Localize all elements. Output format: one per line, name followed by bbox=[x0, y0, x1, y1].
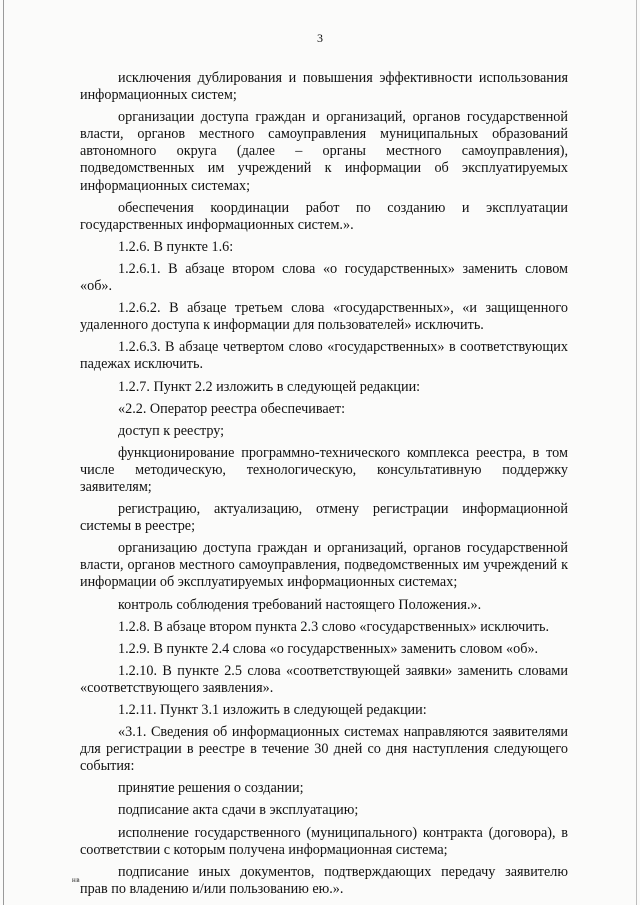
paragraph: «2.2. Оператор реестра обеспечивает: bbox=[118, 400, 346, 417]
paragraph: исключения дублирования и повышения эффективности использования информационных систем; bbox=[80, 70, 568, 104]
paragraph: доступ к реестру; bbox=[118, 422, 225, 439]
paragraph: 1.2.6.1. В абзаце втором слова «о государственных» заменить словом «об». bbox=[80, 260, 568, 295]
paragraph: обеспечения координации работ по созданию и эксплуатации государственных информационных систем.». bbox=[80, 199, 568, 233]
paragraph: организацию доступа граждан и организаций, органов государственной власти, органов местного самоуправления, подведомственных им учреждений к информации об эксплуатируемых информационных системах; bbox=[80, 540, 568, 591]
paragraph: 1.2.7. Пункт 2.2 изложить в следующей редакции: bbox=[118, 378, 421, 395]
paragraph: 1.2.6.2. В абзаце третьем слова «государственных», «и защищенного удаленного доступа к информации для пользователей» исключить. bbox=[80, 300, 568, 334]
page-number: 3 bbox=[317, 31, 323, 45]
footer-code: нв bbox=[72, 876, 81, 884]
paragraph: 1.2.8. В абзаце втором пункта 2.3 слово «государственных» исключить. bbox=[118, 618, 550, 635]
paragraph: принятие решения о создании; bbox=[118, 780, 304, 797]
paragraph: 1.2.6. В пункте 1.6: bbox=[118, 238, 234, 255]
paragraph: «3.1. Сведения об информационных системах направляются заявителями для регистрации в реестре в течение 30 дней со дня наступления следующего события: bbox=[80, 724, 568, 775]
paragraph: подписание иных документов, подтверждающих передачу заявителю прав по владению и/или пользованию ею.». bbox=[80, 863, 568, 897]
paragraph: 1.2.9. В пункте 2.4 слова «о государственных» заменить словом «об». bbox=[118, 640, 539, 657]
paragraph: 1.2.10. В пункте 2.5 слова «соответствующей заявки» заменить словами «соответствующего заявления». bbox=[80, 662, 568, 696]
paragraph: 1.2.11. Пункт 3.1 изложить в следующей редакции: bbox=[118, 702, 427, 718]
page-edge-right bbox=[636, 0, 637, 905]
paragraph: подписание акта сдачи в эксплуатацию; bbox=[118, 802, 359, 819]
paragraph: функционирование программно-технического комплекса реестра, в том числе методическую, технологическую, консультативную поддержку заявителям; bbox=[80, 444, 568, 495]
paragraph: организации доступа граждан и организаций, органов государственной власти, органов местного самоуправления муниципальных образований автономного округа (далее – органы местного самоуправления), подведомственных им учреждений к информации об эксплуатируемых информационных системах; bbox=[80, 109, 568, 194]
paragraph: 1.2.6.3. В абзаце четвертом слово «государственных» в соответствующих падежах исключить. bbox=[80, 339, 568, 373]
paragraph: контроль соблюдения требований настоящего Положения.». bbox=[118, 596, 482, 613]
page-edge-left bbox=[3, 0, 4, 905]
paragraph: исполнение государственного (муниципального) контракта (договора), в соответствии с которым получена информационная система; bbox=[80, 824, 568, 858]
document-body bbox=[80, 70, 568, 898]
paragraph: регистрацию, актуализацию, отмену регистрации информационной системы в реестре; bbox=[80, 501, 568, 535]
